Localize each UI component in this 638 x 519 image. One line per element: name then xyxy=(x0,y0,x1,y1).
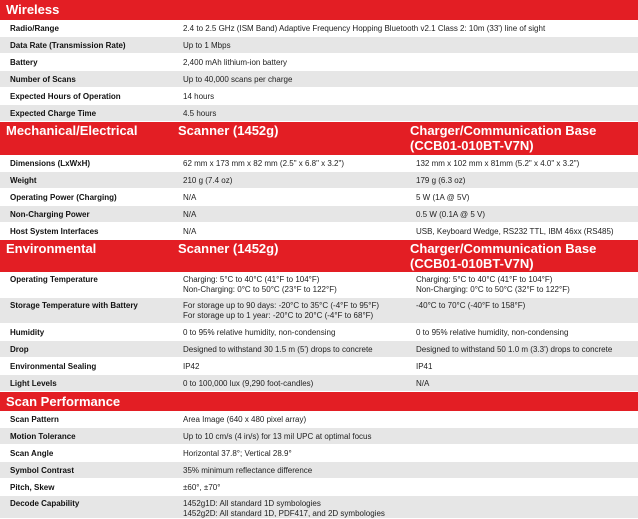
spec-row xyxy=(0,375,638,392)
base-value: 132 mm x 102 mm x 81mm (5.2" x 4.0" x 3.2") xyxy=(416,159,580,168)
scanner-value: 210 g (7.4 oz) xyxy=(183,176,233,185)
spec-label: Operating Temperature xyxy=(10,275,98,284)
section-header xyxy=(0,392,638,411)
base-value: 0 to 95% relative humidity, non-condensing xyxy=(416,328,569,337)
scanner-value: 2,400 mAh lithium-ion battery xyxy=(183,58,288,67)
spec-row xyxy=(0,88,638,105)
spec-row xyxy=(0,71,638,88)
spec-row xyxy=(0,479,638,496)
spec-row xyxy=(0,189,638,206)
scanner-value-line2: Non-Charging: 0°C to 50°C (23°F to 122°F) xyxy=(183,285,337,294)
spec-label: Scan Angle xyxy=(10,449,54,458)
spec-label: Symbol Contrast xyxy=(10,466,75,475)
section-header xyxy=(0,240,638,272)
scanner-value: 14 hours xyxy=(183,92,215,101)
scanner-value: 0 to 100,000 lux (9,290 foot-candles) xyxy=(183,379,314,388)
spec-label: Radio/Range xyxy=(10,24,59,33)
section-title: Wireless xyxy=(6,2,60,17)
spec-label: Scan Pattern xyxy=(10,415,59,424)
base-value: Designed to withstand 50 1.0 m (3.3') drops to concrete xyxy=(416,345,613,354)
scanner-value: For storage up to 90 days: -20°C to 35°C (-4°F to 95°F) xyxy=(183,301,379,310)
scanner-value: Up to 40,000 scans per charge xyxy=(183,75,293,84)
section-title: Mechanical/Electrical xyxy=(6,123,138,138)
spec-label: Light Levels xyxy=(10,379,57,388)
scanner-value: IP42 xyxy=(183,362,200,371)
section-header xyxy=(0,0,638,20)
scanner-value: N/A xyxy=(183,193,197,202)
spec-row xyxy=(0,223,638,240)
spec-row xyxy=(0,54,638,71)
spec-label: Storage Temperature with Battery xyxy=(10,301,138,310)
spec-label: Motion Tolerance xyxy=(10,432,76,441)
section-title: Environmental xyxy=(6,241,97,256)
base-value: IP41 xyxy=(416,362,433,371)
base-value: -40°C to 70°C (-40°F to 158°F) xyxy=(416,301,526,310)
base-value: USB, Keyboard Wedge, RS232 TTL, IBM 46xx (RS485) xyxy=(416,227,614,236)
section-title: Scan Performance xyxy=(6,394,121,409)
base-value-line2: Non-Charging: 0°C to 50°C (32°F to 122°F) xyxy=(416,285,570,294)
base-value: 0.5 W (0.1A @ 5 V) xyxy=(416,210,486,219)
spec-label: Environmental Sealing xyxy=(10,362,97,371)
scanner-value-line2: 1452g2D: All standard 1D, PDF417, and 2D symbologies xyxy=(183,509,385,518)
base-value: N/A xyxy=(416,379,430,388)
spec-label: Drop xyxy=(10,345,29,354)
spec-row xyxy=(0,298,638,324)
base-value: 5 W (1A @ 5V) xyxy=(416,193,470,202)
spec-row xyxy=(0,37,638,54)
spec-row xyxy=(0,445,638,462)
scanner-value: N/A xyxy=(183,210,197,219)
scanner-value: Area Image (640 x 480 pixel array) xyxy=(183,415,307,424)
column-header-base-model: (CCB01-010BT-V7N) xyxy=(410,256,534,271)
column-header-scanner: Scanner (1452g) xyxy=(178,123,279,138)
base-value: 179 g (6.3 oz) xyxy=(416,176,466,185)
section-header xyxy=(0,122,638,155)
scanner-value: 62 mm x 173 mm x 82 mm (2.5" x 6.8" x 3.2") xyxy=(183,159,345,168)
scanner-value: Up to 10 cm/s (4 in/s) for 13 mil UPC at optimal focus xyxy=(183,432,372,441)
spec-label: Expected Charge Time xyxy=(10,109,97,118)
scanner-value-line2: For storage up to 1 year: -20°C to 20°C (-4°F to 68°F) xyxy=(183,311,374,320)
spec-label: Decode Capability xyxy=(10,499,80,508)
spec-row xyxy=(0,105,638,122)
scanner-value: Designed to withstand 30 1.5 m (5') drops to concrete xyxy=(183,345,373,354)
scanner-value: ±60°, ±70° xyxy=(183,483,221,492)
scanner-value: N/A xyxy=(183,227,197,236)
scanner-value: Horizontal 37.8°; Vertical 28.9° xyxy=(183,449,292,458)
spec-label: Host System Interfaces xyxy=(10,227,99,236)
spec-row xyxy=(0,462,638,479)
scanner-value: 2.4 to 2.5 GHz (ISM Band) Adaptive Frequency Hopping Bluetooth v2.1 Class 2: 10m (33') line of sight xyxy=(183,24,546,33)
scanner-value: 35% minimum reflectance difference xyxy=(183,466,313,475)
spec-row xyxy=(0,496,638,519)
spec-row xyxy=(0,172,638,189)
spec-row xyxy=(0,206,638,223)
scanner-value: Up to 1 Mbps xyxy=(183,41,231,50)
spec-row xyxy=(0,358,638,375)
spec-label: Pitch, Skew xyxy=(10,483,55,492)
column-header-scanner: Scanner (1452g) xyxy=(178,241,279,256)
spec-label: Non-Charging Power xyxy=(10,210,90,219)
spec-label: Expected Hours of Operation xyxy=(10,92,121,101)
spec-label: Data Rate (Transmission Rate) xyxy=(10,41,126,50)
spec-row xyxy=(0,428,638,445)
spec-label: Weight xyxy=(10,176,37,185)
spec-row xyxy=(0,341,638,358)
scanner-value: 0 to 95% relative humidity, non-condensing xyxy=(183,328,336,337)
scanner-value: Charging: 5°C to 40°C (41°F to 104°F) xyxy=(183,275,320,284)
spec-label: Number of Scans xyxy=(10,75,76,84)
scanner-value: 1452g1D: All standard 1D symbologies xyxy=(183,499,321,508)
column-header-base: Charger/Communication Base xyxy=(410,241,597,256)
spec-row xyxy=(0,20,638,37)
column-header-base-model: (CCB01-010BT-V7N) xyxy=(410,138,534,153)
base-value: Charging: 5°C to 40°C (41°F to 104°F) xyxy=(416,275,553,284)
spec-label: Humidity xyxy=(10,328,45,337)
spec-label: Battery xyxy=(10,58,38,67)
scanner-value: 4.5 hours xyxy=(183,109,217,118)
spec-row xyxy=(0,411,638,428)
spec-label: Operating Power (Charging) xyxy=(10,193,117,202)
spec-row xyxy=(0,155,638,172)
spec-row xyxy=(0,324,638,341)
column-header-base: Charger/Communication Base xyxy=(410,123,597,138)
spec-row xyxy=(0,272,638,298)
spec-label: Dimensions (LxWxH) xyxy=(10,159,91,168)
